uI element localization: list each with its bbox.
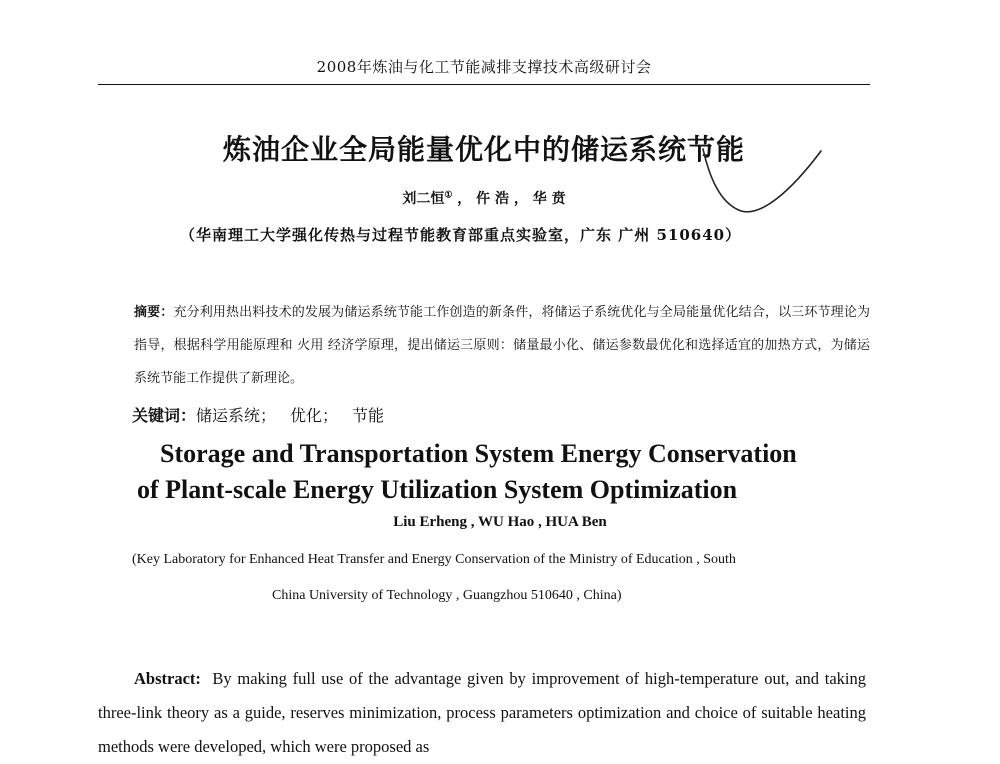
english-affiliation-line-2: China University of Technology , Guangzhou 510640 , China): [272, 588, 622, 603]
header-rule: [98, 84, 870, 85]
running-header: 2008年炼油与化工节能减排支撑技术高级研讨会: [316, 58, 652, 76]
author-3: 华 贲: [532, 191, 566, 207]
english-abstract-text: By making full use of the advantage given by improvement of high-temperature out, and taking three-link theory as a guide, reserves minimization, process parameters optimization and choice of suitable heating methods were developed, which were proposed as: [98, 669, 866, 756]
author-separator-1: ，: [457, 191, 472, 207]
handwritten-check-mark: [695, 145, 825, 225]
chinese-abstract-text: 充分利用热出料技术的发展为储运系统节能工作创造的新条件，将储运子系统优化与全局能量优化结合，以三环节理论为指导，根据科学用能原理和 火用 经济学原理，提出储运三原则：储量最小化、储运参数最优化和选择适宜的加热方式，为储运系统节能工作提供了新理论。: [134, 305, 870, 386]
author-1-footnote-mark: ①: [444, 190, 453, 201]
keyword-3: 节能: [352, 406, 385, 425]
chinese-title: 炼油企业全局能量优化中的储运系统节能: [222, 133, 745, 166]
author-1: 刘二恒: [402, 191, 445, 207]
english-authors: Liu Erheng , WU Hao , HUA Ben: [393, 514, 607, 530]
keyword-1: 储运系统；: [196, 406, 277, 425]
english-title-line-2: of Plant-scale Energy Utilization System Optimization: [137, 475, 738, 504]
english-title-line-1: Storage and Transportation System Energy Conservation: [160, 439, 797, 468]
english-abstract: [98, 662, 866, 764]
chinese-affiliation: （华南理工大学强化传热与过程节能教育部重点实验室，广东 广州 510640）: [180, 226, 742, 244]
keyword-2: 优化；: [290, 406, 339, 425]
chinese-abstract: [98, 296, 870, 395]
chinese-authors: [0, 188, 968, 208]
english-affiliation-line-1: (Key Laboratory for Enhanced Heat Transfer and Energy Conservation of the Ministry of Education , South: [132, 552, 736, 567]
keywords-label: 关键词：: [132, 406, 197, 425]
english-abstract-label: Abstract:: [134, 669, 201, 688]
author-2: 仵 浩: [476, 191, 510, 207]
chinese-keywords: [132, 403, 398, 426]
chinese-abstract-label: 摘要：: [134, 305, 174, 320]
author-separator-2: ，: [513, 191, 528, 207]
